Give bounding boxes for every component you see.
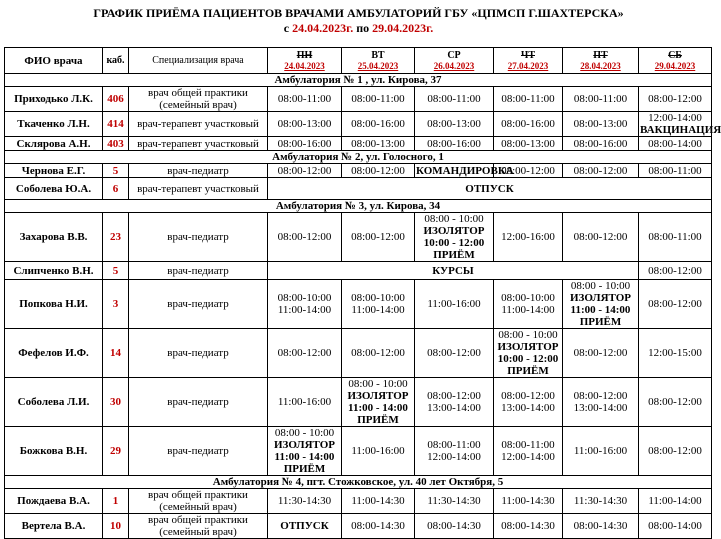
schedule-cell: 08:00-11:00 — [415, 87, 494, 112]
schedule-cell: 11:00-16:00 — [563, 427, 639, 476]
schedule-cell: 08:00-12:00 — [563, 213, 639, 262]
header-row — [5, 48, 712, 74]
specialization: врач-педиатр — [129, 329, 268, 378]
doctor-row — [5, 489, 712, 514]
header-day-thu: ЧТ 27.04.2023 — [494, 48, 563, 74]
isolator-cell: 08:00 - 10:00 ИЗОЛЯТОР 10:00 - 12:00 ПРИЁМ — [494, 329, 563, 378]
schedule-cell: 08:00-11:00 — [494, 87, 563, 112]
schedule-cell: 08:00-11:00 — [563, 87, 639, 112]
cabinet-number: 414 — [103, 112, 129, 137]
schedule-cell: 08:00-12:00 — [268, 213, 342, 262]
specialization: врач-педиатр — [129, 262, 268, 280]
date-to: 29.04.2023г. — [372, 21, 434, 35]
cabinet-number: 10 — [103, 514, 129, 539]
schedule-cell: 12:00-15:00 — [639, 329, 712, 378]
schedule-cell: 08:00-12:00 — [494, 164, 563, 178]
schedule-cell: 08:00-12:00 — [415, 329, 494, 378]
schedule-cell: 08:00-12:00 — [639, 427, 712, 476]
specialization: врач-терапевт участковый — [129, 137, 268, 151]
doctor-name: Ткаченко Л.Н. — [5, 112, 103, 137]
cabinet-number: 23 — [103, 213, 129, 262]
isolator-cell: 08:00 - 10:00 ИЗОЛЯТОР 10:00 - 12:00 ПРИЁМ — [415, 213, 494, 262]
cabinet-number: 14 — [103, 329, 129, 378]
header-day-fri: ПТ 28.04.2023 — [563, 48, 639, 74]
schedule-cell: 08:00-11:00 — [268, 87, 342, 112]
cabinet-number: 29 — [103, 427, 129, 476]
schedule-cell: 08:00-14:30 — [563, 514, 639, 539]
header-day-tue: ВТ 25.04.2023 — [342, 48, 415, 74]
schedule-cell: 08:00-12:00 — [639, 378, 712, 427]
doctor-row — [5, 329, 712, 378]
specialization: врач-педиатр — [129, 280, 268, 329]
business-trip-cell: КОМАНДИРОВКА — [416, 164, 514, 177]
schedule-cell: 08:00-14:30 — [342, 514, 415, 539]
schedule-cell: 08:00-16:00 — [494, 112, 563, 137]
schedule-cell: 08:00-14:00 — [639, 137, 712, 151]
section-ambulatory-1: Амбулатория № 1 , ул. Кирова, 37 — [5, 74, 712, 87]
doctor-row — [5, 137, 712, 151]
doctor-name: Пождаева В.А. — [5, 489, 103, 514]
doctor-name: Слипченко В.Н. — [5, 262, 103, 280]
schedule-cell: 08:00-12:00 — [342, 329, 415, 378]
schedule-cell: 11:00-16:00 — [268, 378, 342, 427]
doctor-row — [5, 262, 712, 280]
doctor-row — [5, 213, 712, 262]
isolator-cell: 08:00 - 10:00 ИЗОЛЯТОР 11:00 - 14:00 ПРИЁМ — [342, 378, 415, 427]
schedule-cell: 08:00-14:00 — [639, 514, 712, 539]
doctor-row — [5, 178, 712, 200]
cabinet-number: 30 — [103, 378, 129, 427]
schedule-cell: 08:00-12:00 — [639, 87, 712, 112]
doctor-row — [5, 427, 712, 476]
schedule-cell: 08:00-10:00 11:00-14:00 — [494, 280, 563, 329]
schedule-cell: 08:00-13:00 — [563, 112, 639, 137]
cabinet-number: 5 — [103, 262, 129, 280]
section-ambulatory-2: Амбулатория № 2, ул. Голосного, 1 — [5, 151, 712, 164]
cabinet-number: 3 — [103, 280, 129, 329]
schedule-cell: 08:00-14:30 — [494, 514, 563, 539]
specialization: врач-терапевт участковый — [129, 112, 268, 137]
schedule-cell: 08:00-16:00 — [268, 137, 342, 151]
schedule-cell: 08:00-12:00 13:00-14:00 — [494, 378, 563, 427]
schedule-cell: 08:00-12:00 — [268, 164, 342, 178]
specialization: врач общей практики (семейный врач) — [129, 514, 268, 539]
specialization: врач-педиатр — [129, 427, 268, 476]
cabinet-number: 1 — [103, 489, 129, 514]
header-cab: каб. — [103, 48, 129, 74]
vacation-cell: ОТПУСК — [268, 514, 342, 539]
schedule-cell: 08:00-12:00 — [563, 164, 639, 178]
doctor-row — [5, 378, 712, 427]
doctor-row — [5, 87, 712, 112]
schedule-table — [4, 47, 721, 539]
schedule-cell: 08:00-13:00 — [268, 112, 342, 137]
doctor-name: Склярова А.Н. — [5, 137, 103, 151]
schedule-cell: 11:30-14:30 — [415, 489, 494, 514]
doctor-name: Чернова Е.Г. — [5, 164, 103, 178]
schedule-cell: 08:00-16:00 — [415, 137, 494, 151]
cabinet-number: 5 — [103, 164, 129, 178]
schedule-cell: 11:00-16:00 — [415, 280, 494, 329]
vacation-cell: ОТПУСК — [268, 178, 712, 200]
schedule-cell: 08:00-11:00 12:00-14:00 — [494, 427, 563, 476]
specialization: врач-педиатр — [129, 378, 268, 427]
doctor-row — [5, 112, 712, 137]
doctor-row — [5, 280, 712, 329]
schedule-cell: 11:00-14:00 — [639, 489, 712, 514]
courses-cell: КУРСЫ — [268, 262, 639, 280]
schedule-cell: 11:00-14:30 — [342, 489, 415, 514]
doctor-name: Попкова Н.И. — [5, 280, 103, 329]
isolator-cell: 08:00 - 10:00 ИЗОЛЯТОР 11:00 - 14:00 ПРИЁМ — [563, 280, 639, 329]
doctor-name: Божкова В.Н. — [5, 427, 103, 476]
schedule-cell: 08:00-12:00 — [268, 329, 342, 378]
schedule-cell: 08:00-14:30 — [415, 514, 494, 539]
schedule-cell: 08:00-12:00 — [639, 280, 712, 329]
schedule-cell: 08:00-11:00 12:00-14:00 — [415, 427, 494, 476]
schedule-cell: 08:00-13:00 — [415, 112, 494, 137]
schedule-cell: 08:00-13:00 — [342, 137, 415, 151]
date-from: 24.04.2023г. — [292, 21, 354, 35]
doctor-name: Захарова В.В. — [5, 213, 103, 262]
schedule-cell: 08:00-16:00 — [342, 112, 415, 137]
schedule-period: с 24.04.2023г. по 29.04.2023г. — [283, 21, 434, 35]
schedule-cell: 11:00-14:30 — [494, 489, 563, 514]
header-day-wed: СР 26.04.2023 — [415, 48, 494, 74]
schedule-cell: 08:00-10:00 11:00-14:00 — [268, 280, 342, 329]
header-day-sat: СБ 29.04.2023 — [639, 48, 712, 74]
schedule-title: ГРАФИК ПРИЁМА ПАЦИЕНТОВ ВРАЧАМИ АМБУЛАТОРИЙ ГБУ «ЦПМСП Г.ШАХТЕРСКА» — [93, 6, 624, 20]
schedule-cell: 12:00-16:00 — [494, 213, 563, 262]
schedule-cell: 08:00-11:00 — [639, 164, 712, 178]
schedule-cell: 08:00-16:00 — [563, 137, 639, 151]
schedule-cell: 08:00-12:00 — [563, 329, 639, 378]
schedule-cell: 08:00-11:00 — [342, 87, 415, 112]
cabinet-number: 6 — [103, 178, 129, 200]
doctor-row — [5, 514, 712, 539]
specialization: врач-терапевт участковый — [129, 178, 268, 200]
schedule-cell: 08:00-13:00 — [494, 137, 563, 151]
doctor-name: Соболева Л.И. — [5, 378, 103, 427]
schedule-cell: 11:00-16:00 — [342, 427, 415, 476]
doctor-name: Вертела В.А. — [5, 514, 103, 539]
isolator-cell: 08:00 - 10:00 ИЗОЛЯТОР 11:00 - 14:00 ПРИЁМ — [268, 427, 342, 476]
cabinet-number: 403 — [103, 137, 129, 151]
doctor-row — [5, 164, 712, 178]
schedule-cell: 08:00-12:00 — [639, 262, 712, 280]
schedule-cell: 08:00-10:00 11:00-14:00 — [342, 280, 415, 329]
schedule-cell: 11:30-14:30 — [563, 489, 639, 514]
schedule-cell: 08:00-12:00 13:00-14:00 — [563, 378, 639, 427]
specialization: врач общей практики (семейный врач) — [129, 87, 268, 112]
specialization: врач-педиатр — [129, 213, 268, 262]
doctor-name: Фефелов И.Ф. — [5, 329, 103, 378]
section-ambulatory-3: Амбулатория № 3, ул. Кирова, 34 — [5, 200, 712, 213]
schedule-cell: 08:00-11:00 — [639, 213, 712, 262]
schedule-cell: 08:00-12:00 — [342, 213, 415, 262]
schedule-cell: 11:30-14:30 — [268, 489, 342, 514]
doctor-name: Приходько Л.К. — [5, 87, 103, 112]
schedule-cell: 08:00-12:00 — [342, 164, 415, 178]
cabinet-number: 406 — [103, 87, 129, 112]
header-day-mon: ПН 24.04.2023 — [268, 48, 342, 74]
header-spec: Специализация врача — [129, 48, 268, 74]
doctor-name: Соболева Ю.А. — [5, 178, 103, 200]
section-ambulatory-4: Амбулатория № 4, пгт. Стожковское, ул. 40 лет Октября, 5 — [5, 476, 712, 489]
specialization: врач-педиатр — [129, 164, 268, 178]
schedule-cell: 08:00-12:00 13:00-14:00 — [415, 378, 494, 427]
schedule-cell: 12:00-14:00 ВАКЦИНАЦИЯ — [640, 112, 721, 136]
specialization: врач общей практики (семейный врач) — [129, 489, 268, 514]
header-fio: ФИО врача — [5, 48, 103, 74]
vaccination-label: ВАКЦИНАЦИЯ — [640, 124, 721, 136]
